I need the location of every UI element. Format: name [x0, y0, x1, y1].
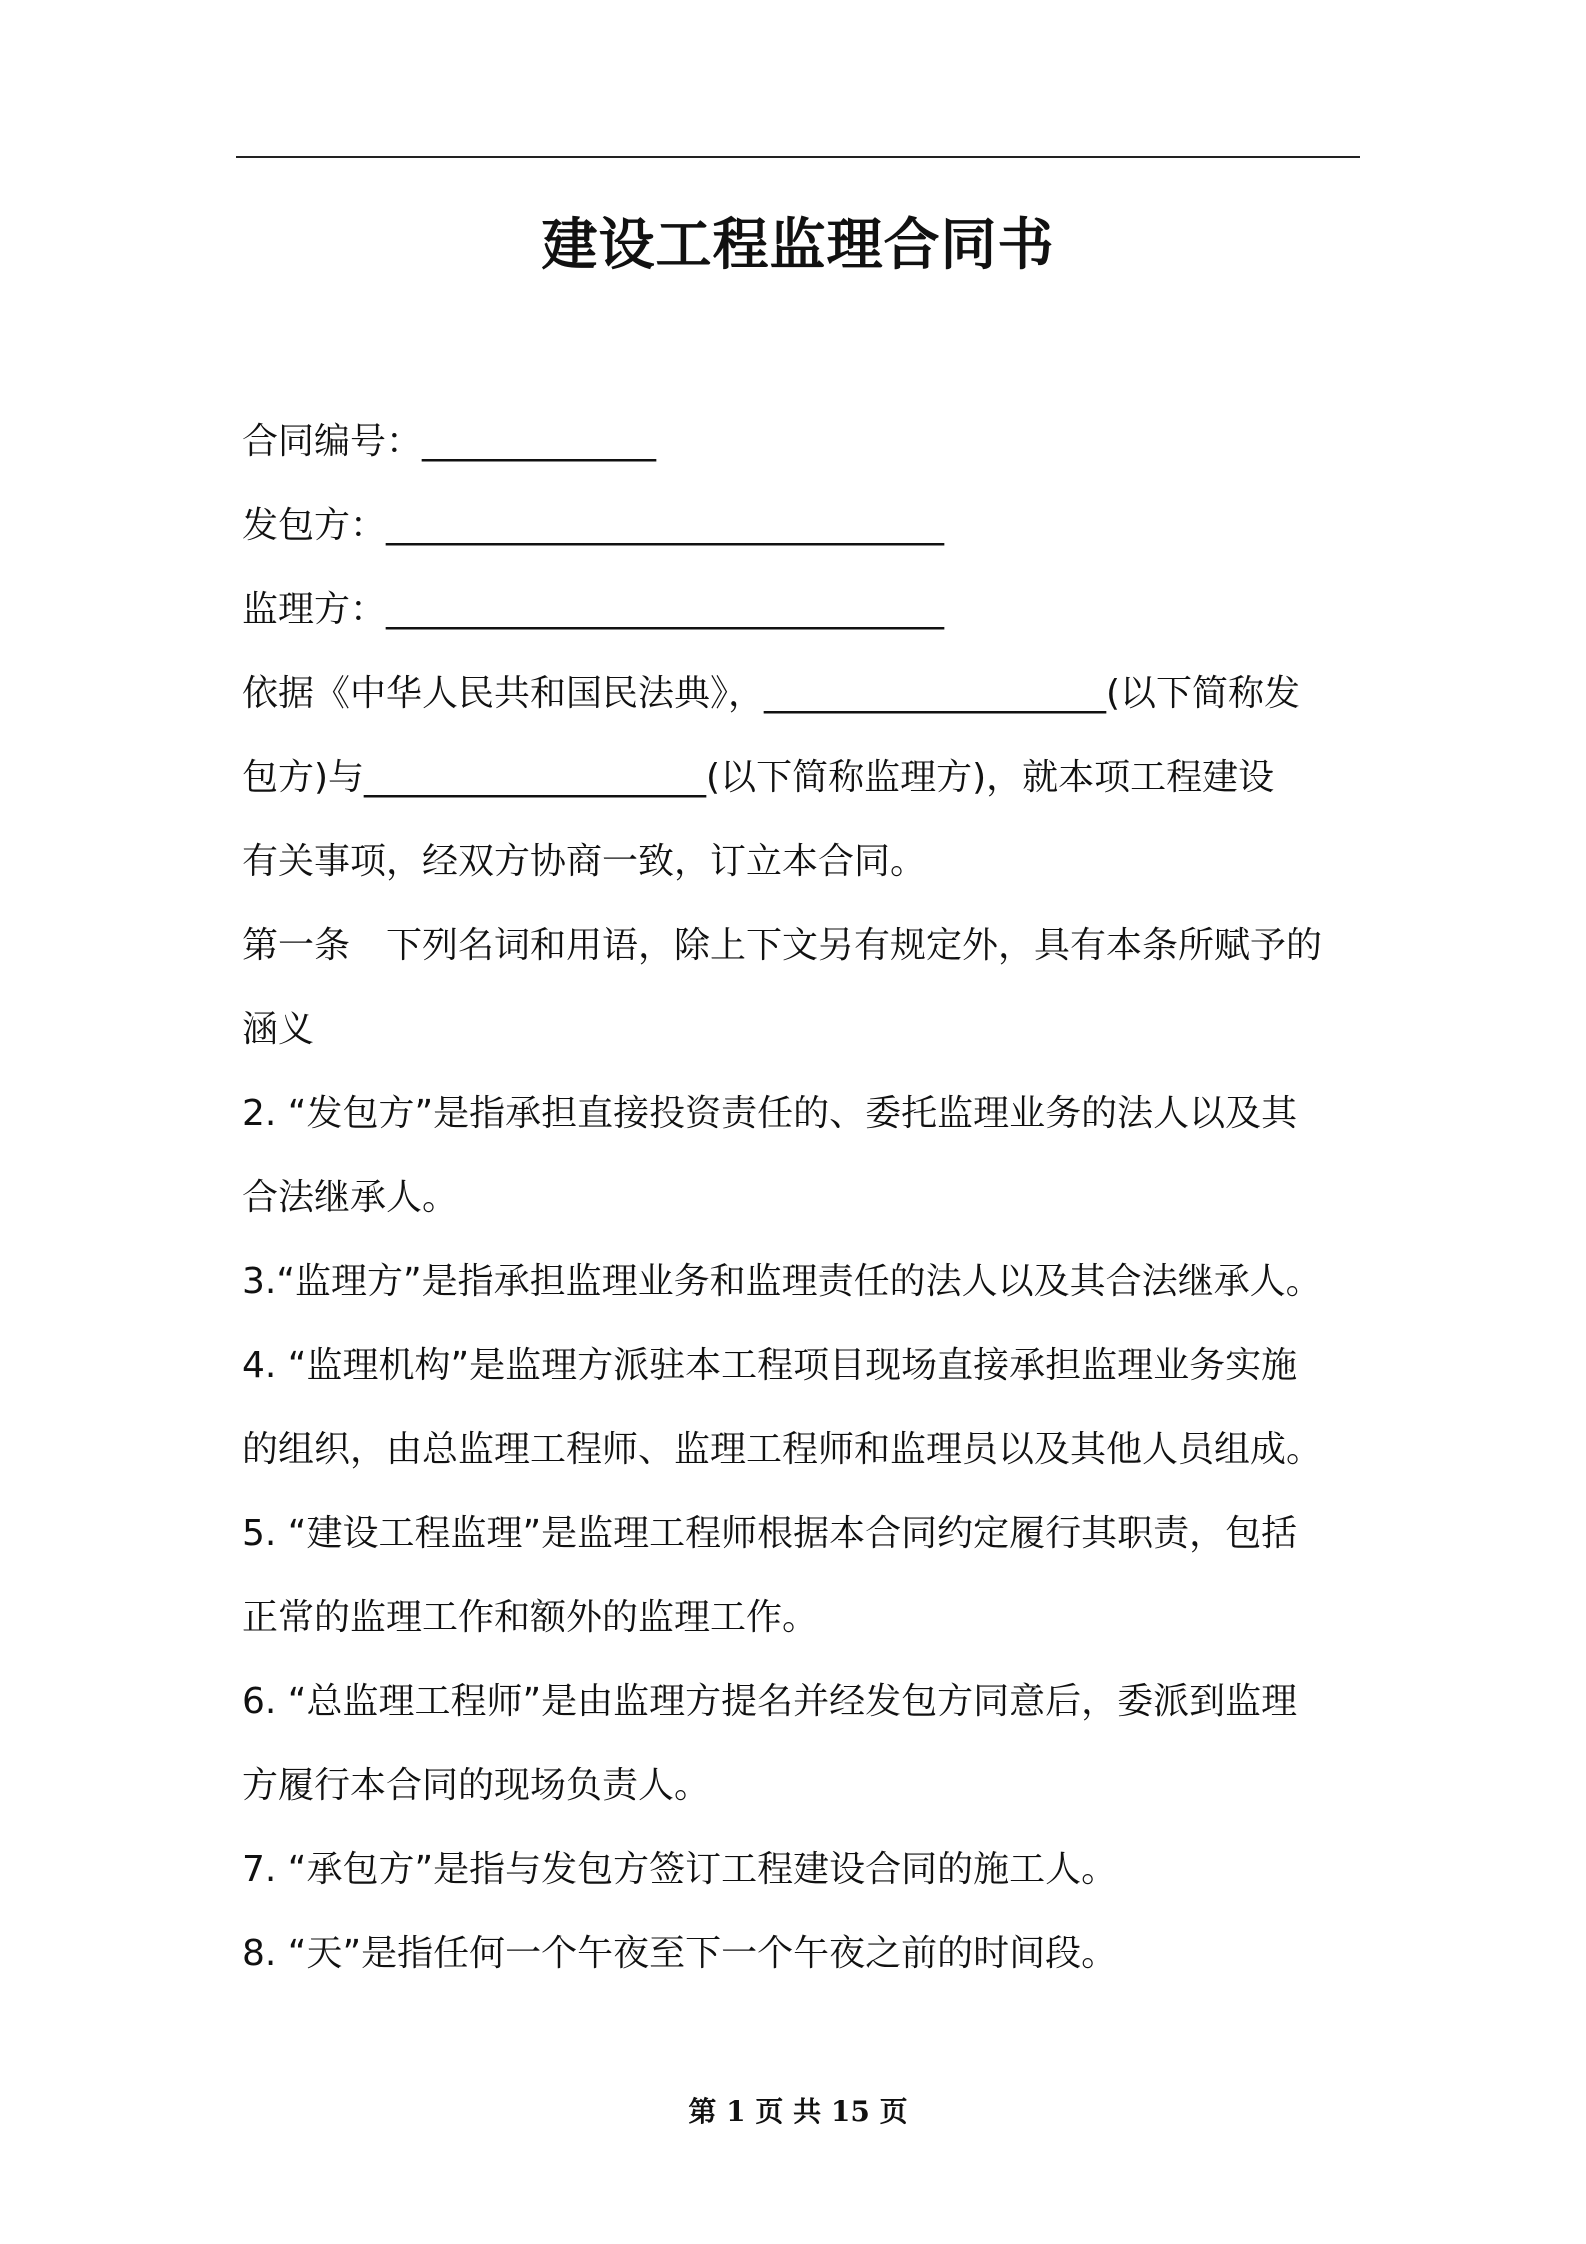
definition-line: 4. “监理机构”是监理方派驻本工程项目现场直接承担监理业务实施 [242, 1345, 1298, 1386]
body-line: 依据《中华人民共和国民法典》，___________________(以下简称发 [242, 673, 1301, 714]
body-line: 包方)与___________________(以下简称监理方)，就本项工程建设 [242, 757, 1275, 798]
definition-line: 2. “发包方”是指承担直接投资责任的、委托监理业务的法人以及其 [242, 1093, 1298, 1134]
definition-line: 5. “建设工程监理”是监理工程师根据本合同约定履行其职责，包括 [242, 1513, 1298, 1554]
body-line: 有关事项，经双方协商一致，订立本合同。 [242, 841, 927, 882]
employer-line: 发包方：_______________________________ [242, 505, 945, 546]
definition-line: 3.“监理方”是指承担监理业务和监理责任的法人以及其合法继承人。 [242, 1261, 1322, 1302]
definition-line: 的组织，由总监理工程师、监理工程师和监理员以及其他人员组成。 [242, 1429, 1323, 1470]
definition-line: 8. “天”是指任何一个午夜至下一个午夜之前的时间段。 [242, 1933, 1118, 1974]
article-one-line: 第一条 下列名词和用语，除上下文另有规定外，具有本条所赋予的 [242, 925, 1323, 966]
definition-line: 6. “总监理工程师”是由监理方提名并经发包方同意后，委派到监理 [242, 1681, 1298, 1722]
body-line: 涵义 [242, 1009, 315, 1050]
definition-line: 正常的监理工作和额外的监理工作。 [242, 1597, 819, 1638]
contract-body [242, 400, 1362, 1996]
page-footer: 第 1 页 共 15 页 [688, 2095, 908, 2128]
definition-line: 7. “承包方”是指与发包方签订工程建设合同的施工人。 [242, 1849, 1118, 1890]
contract-number-line: 合同编号：_____________ [242, 421, 657, 462]
definition-line: 合法继承人。 [242, 1177, 459, 1218]
document-title: 建设工程监理合同书 [541, 213, 1055, 278]
supervisor-line: 监理方：_______________________________ [242, 589, 945, 630]
definition-line: 方履行本合同的现场负责人。 [242, 1765, 711, 1806]
header-rule [236, 156, 1360, 158]
